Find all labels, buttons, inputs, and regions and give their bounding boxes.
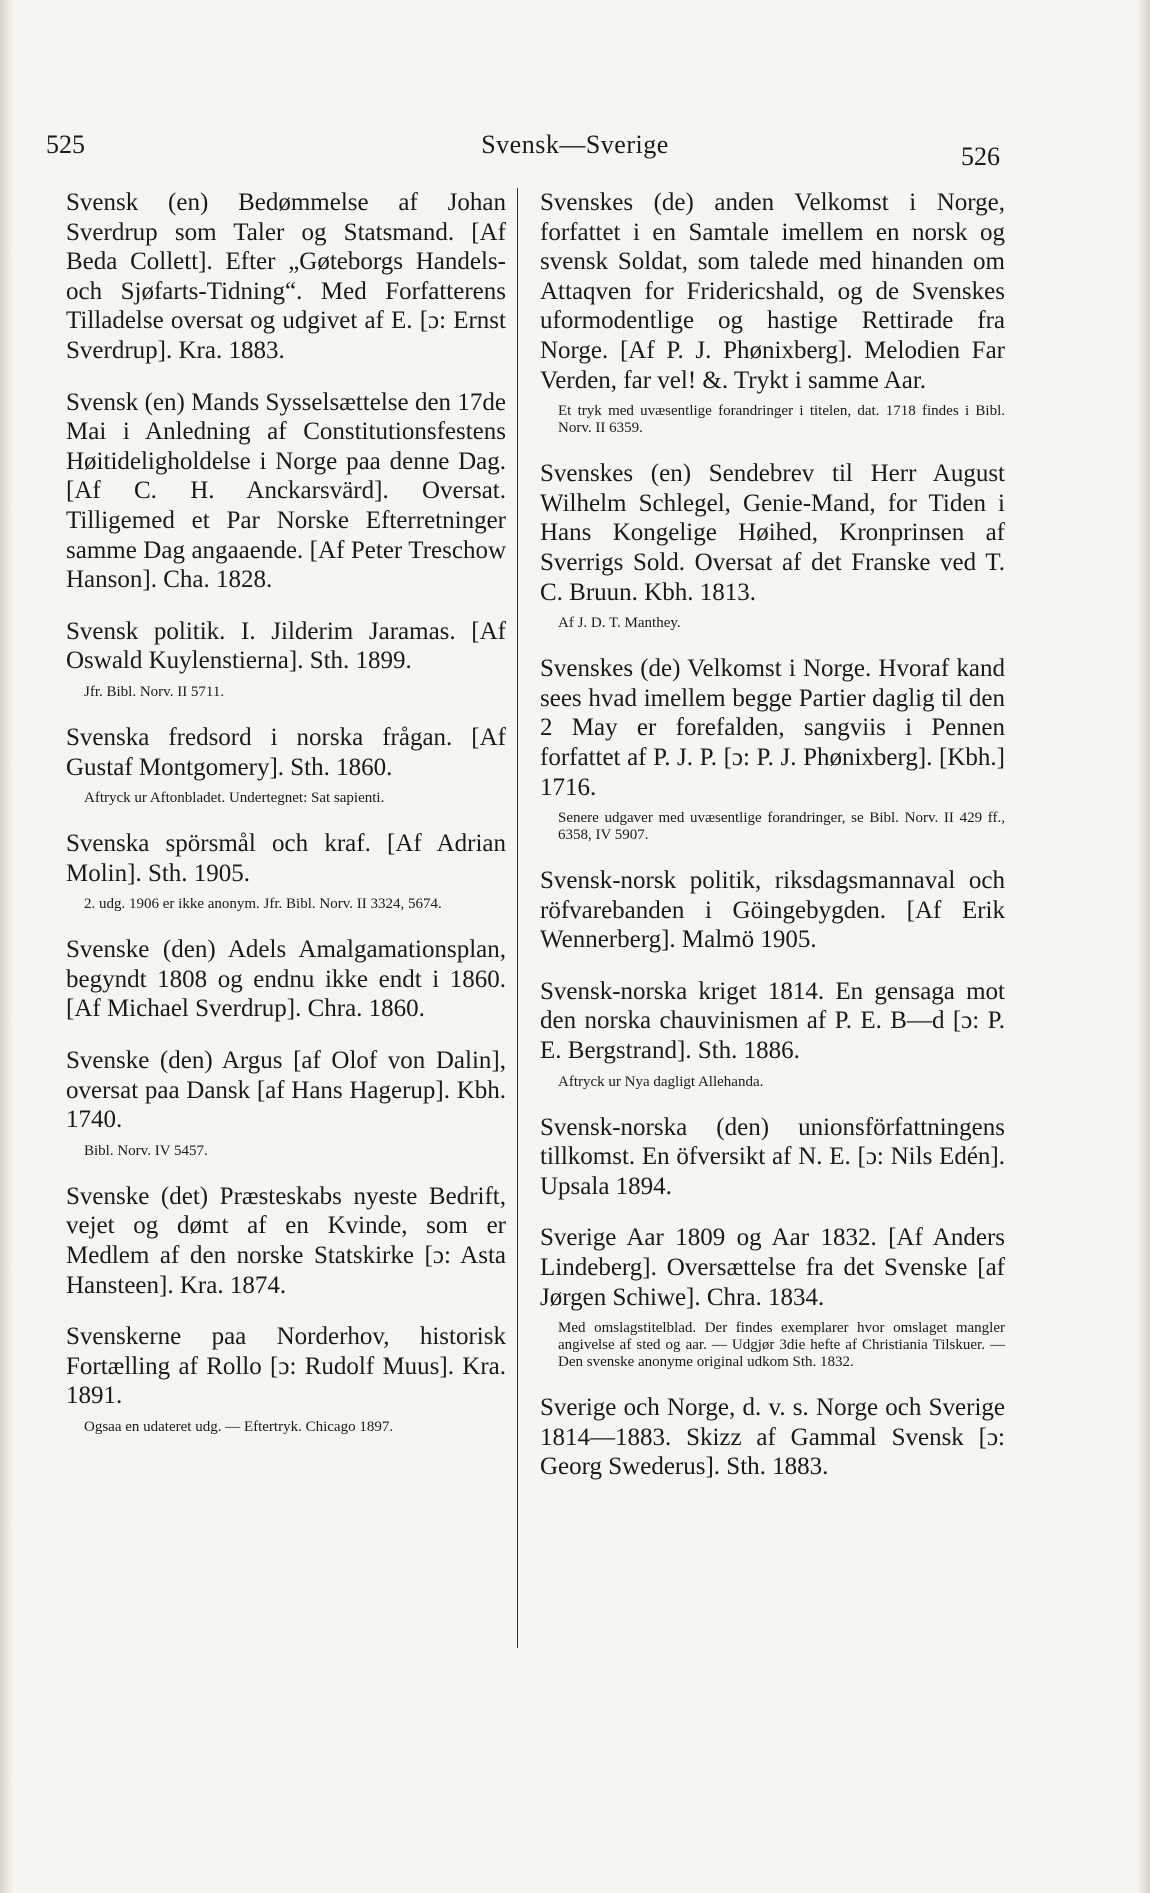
entry-text: Svensk-norska kriget 1814. En gensaga mot den norska chauvinismen af P. E. B—d [ɔ: P. E. Bergstrand]. Sth. 1886. [540, 977, 1005, 1065]
entry-note: Bibl. Norv. IV 5457. [84, 1142, 208, 1159]
entry-note: Af J. D. T. Manthey. [558, 615, 681, 632]
bibliography-entry [540, 866, 1005, 955]
bibliography-entry [66, 388, 506, 595]
entry-text: Svensk (en) Mands Sysselsættelse den 17de Mai i Anledning af Constitutionsfestens Høitideligholdelse i Norge paa denne Dag. [Af C. H. Anckarsvärd]. Oversat. Tilligemed et Par Norske Efterretninger samme Dag angaaende. [Af Peter Treschow Hanson]. Cha. 1828. [66, 388, 506, 594]
entry-text: Svenske (den) Adels Amalgamationsplan, begyndt 1808 og endnu ikke endt i 1860. [Af Michael Sverdrup]. Chra. 1860. [66, 936, 506, 1023]
entry-text: Sverige och Norge, d. v. s. Norge och Sverige 1814—1883. Skizz af Gammal Svensk [ɔ: Georg Swederus]. Sth. 1883. [540, 1394, 1005, 1481]
entry-note: Jfr. Bibl. Norv. II 5711. [84, 683, 225, 700]
entry-text: Svenskes (de) Velkomst i Norge. Hvoraf kand sees hvad imellem begge Partier daglig til den 2 May er forefalden, sangviis i Pennen forfattet af P. J. P. [ɔ: P. J. Phønixberg]. [Kbh.] 1716. [540, 655, 1005, 801]
entry-text: Svenska spörsmål och kraf. [Af Adrian Molin]. Sth. 1905. [66, 830, 506, 887]
bibliography-entry [66, 1182, 506, 1300]
bibliography-entry [540, 654, 1005, 844]
entry-note: Med omslagstitelblad. Der findes exemplarer hvor omslaget mangler angivelse af sted og aar. — Udgjør 3die hefte af Christiania Tilskuer. — Den svenske anonyme original udkom Sth. 1832. [558, 1320, 1005, 1371]
bibliography-entry [540, 188, 1005, 437]
entry-text: Svensk-norsk politik, riksdagsmannaval och röfvarebanden i Göingebygden. [Af Erik Wennerberg]. Malmö 1905. [540, 867, 1005, 954]
bibliography-entry [66, 1322, 506, 1436]
running-title: Svensk—Sverige [481, 130, 669, 159]
left-column [66, 188, 506, 1458]
bibliography-entry [66, 723, 506, 807]
bibliography-entry [66, 829, 506, 913]
entry-note: Aftryck ur Nya dagligt Allehanda. [558, 1073, 764, 1090]
entry-text: Svenskes (de) anden Velkomst i Norge, forfattet i en Samtale imellem en norsk og svensk Soldat, som talede med hinanden om Attaqven for Fridericshald, og de Svenskes uformodentlige og hastige Rettirade fra Norge. [Af P. J. Phønixberg]. Melodien Far Verden, far vel! &. Trykt i samme Aar. [540, 189, 1005, 394]
entry-note: Et tryk med uvæsentlige forandringer i titelen, dat. 1718 findes i Bibl. Norv. II 6359. [558, 403, 1005, 437]
entry-text: Svenske (det) Præsteskabs nyeste Bedrift, vejet og dømt af en Kvinde, som er Medlem af den norske Statskirke [ɔ: Asta Hansteen]. Kra. 1874. [66, 1182, 506, 1299]
right-column [540, 188, 1005, 1504]
entry-text: Svensk (en) Bedømmelse af Johan Sverdrup som Taler og Statsmand. [Af Beda Collett]. Efter „Gøteborgs Handels- och Sjøfarts-Tidning“. Med Forfatterens Tilladelse oversat og udgivet af E. [ɔ: Ernst Sverdrup]. Kra. 1883. [66, 189, 506, 364]
entry-text: Sverige Aar 1809 og Aar 1832. [Af Anders Lindeberg]. Oversættelse fra det Svenske [af Jørgen Schiwe]. Chra. 1834. [540, 1224, 1005, 1311]
bibliography-entry [66, 1046, 506, 1160]
bibliography-entry [540, 1113, 1005, 1202]
column-divider [517, 188, 518, 1648]
entry-note: Aftryck ur Aftonbladet. Undertegnet: Sat sapienti. [84, 790, 385, 807]
bibliography-entry [66, 935, 506, 1024]
entry-text: Svenskerne paa Norderhov, historisk Fortælling af Rollo [ɔ: Rudolf Muus]. Kra. 1891. [66, 1323, 506, 1410]
page-number-left: 525 [46, 130, 85, 159]
entry-note: Senere udgaver med uvæsentlige forandringer, se Bibl. Norv. II 429 ff., 6358, IV 5907. [558, 810, 1005, 844]
entry-text: Svenske (den) Argus [af Olof von Dalin], oversat paa Dansk [af Hans Hagerup]. Kbh. 1740. [66, 1047, 506, 1134]
entry-text: Svensk-norska (den) unionsförfattningens tillkomst. En öfversikt af N. E. [ɔ: Nils Edén]. Upsala 1894. [540, 1113, 1005, 1200]
bibliography-entry [66, 188, 506, 366]
entry-note: 2. udg. 1906 er ikke anonym. Jfr. Bibl. Norv. II 3324, 5674. [84, 896, 442, 913]
bibliography-entry [66, 617, 506, 701]
entry-text: Svenskes (en) Sendebrev til Herr August Wilhelm Schlegel, Genie-Mand, for Tiden i Hans Kongelige Høihed, Kronprinsen af Sverrigs Sold. Oversat af det Franske ved T. C. Bruun. Kbh. 1813. [540, 460, 1005, 606]
bibliography-entry [540, 459, 1005, 632]
entry-text: Svensk politik. I. Jilderim Jaramas. [Af Oswald Kuylenstierna]. Sth. 1899. [66, 617, 506, 675]
entry-note: Ogsaa en udateret udg. — Eftertryk. Chicago 1897. [84, 1419, 394, 1435]
bibliography-entry [540, 977, 1005, 1091]
entry-text: Svenska fredsord i norska frågan. [Af Gustaf Montgomery]. Sth. 1860. [66, 723, 506, 781]
bibliography-entry [540, 1223, 1005, 1371]
page-number-right: 526 [961, 142, 1000, 171]
bibliography-entry [540, 1393, 1005, 1482]
